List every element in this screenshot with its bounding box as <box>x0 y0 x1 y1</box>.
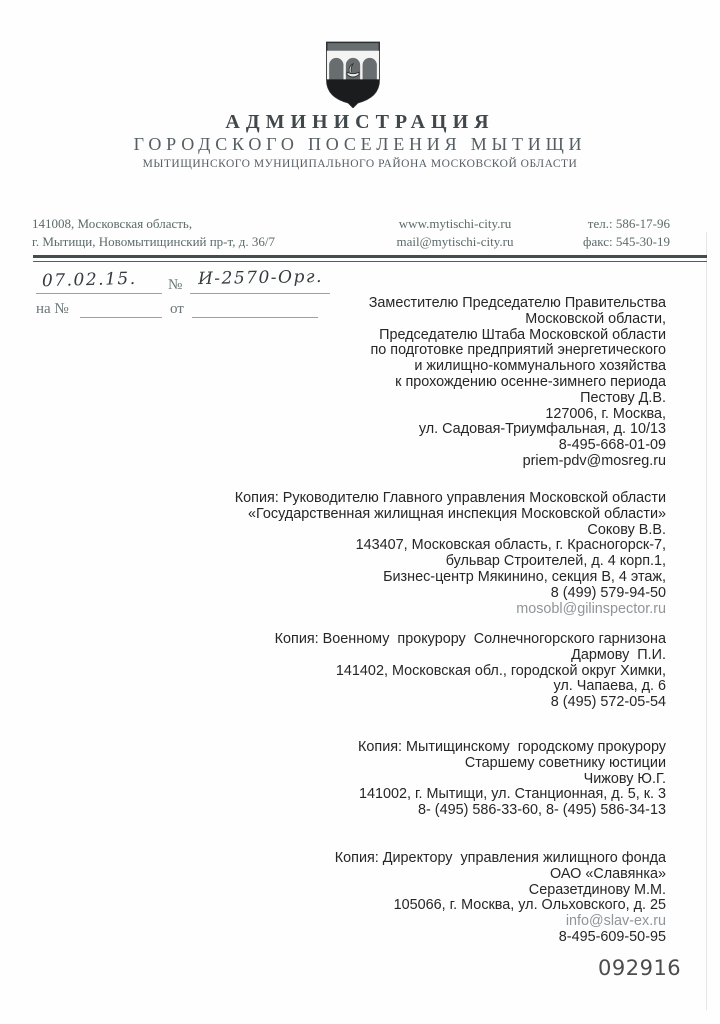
org-name-line3: МЫТИЩИНСКОГО МУНИЦИПАЛЬНОГО РАЙОНА МОСКОВСКОЙ ОБЛАСТИ <box>142 158 578 170</box>
copy-header-line: Копия: Директору управления жилищного фонда <box>334 850 666 866</box>
email-line: info@slav-ex.ru <box>565 913 666 930</box>
sender-phone-contacts <box>583 215 670 251</box>
address-line: Председателю Штаба Московской области <box>379 326 666 343</box>
address-line: и жилищно-коммунального хозяйства <box>414 358 666 375</box>
address-line: ул. Чапаева, д. 6 <box>553 678 666 695</box>
address-line: 141402, Московская обл., городской округ Химки, <box>335 662 666 679</box>
phone-line: 8- (495) 586-33-60, 8- (495) 586-34-13 <box>418 802 666 819</box>
address-line: Старшему советнику юстиции <box>464 754 666 771</box>
scan-number: 092916 <box>598 956 682 980</box>
org-name-line2: ГОРОДСКОГО ПОСЕЛЕНИЯ МЫТИЩИ <box>133 134 587 154</box>
address-line: ОАО «Славянка» <box>550 865 666 882</box>
copy-header-line: Копия: Военному прокурору Солнечногорского гарнизона <box>274 631 666 647</box>
recipient-name: Чижову Ю.Г. <box>583 770 666 787</box>
copy-block-slavyanka <box>80 851 666 946</box>
letterhead-divider <box>33 255 707 262</box>
copy-block-military-prosecutor <box>80 632 666 711</box>
address-line: к прохождению осенне-зимнего периода <box>395 373 666 390</box>
sender-address <box>32 215 275 251</box>
website-url: www.mytischi-city.ru <box>398 216 512 231</box>
sender-address-line1: 141008, Московская область, <box>32 216 193 231</box>
address-line: бульвар Строителей, д. 4 корп.1, <box>445 553 666 570</box>
org-name-line1: АДМИНИСТРАЦИЯ <box>225 111 495 133</box>
phone-line: 8-495-609-50-95 <box>558 928 666 945</box>
fax-number: факс: 545-30-19 <box>583 234 670 249</box>
number-field-line <box>190 292 330 294</box>
ref-date-label: от <box>170 301 184 317</box>
address-line: 105066, г. Москва, ул. Ольховского, д. 25 <box>393 897 666 914</box>
sender-address-line2: г. Мытищи, Новомытищинский пр-т, д. 36/7 <box>32 234 275 249</box>
scan-edge-line <box>706 232 707 1010</box>
sender-web-contacts <box>340 215 570 251</box>
address-line: 143407, Московская область, г. Красногорск-7, <box>355 537 666 554</box>
date-field-line <box>36 292 162 294</box>
copy-block-housing-inspection <box>80 491 666 617</box>
phone-line: 8-495-668-01-09 <box>558 437 666 454</box>
address-line: по подготовке предприятий энергетического <box>370 342 666 359</box>
number-label: № <box>168 277 183 293</box>
recipient-name: Сокову В.В. <box>587 521 666 538</box>
recipient-block-main <box>80 296 666 470</box>
outgoing-number-handwritten: И-2570-Орг. <box>197 266 324 290</box>
recipient-name: Пестову Д.В. <box>580 389 666 406</box>
copy-block-city-prosecutor <box>80 740 666 819</box>
copy-header-line: Копия: Мытищинскому городскому прокурору <box>358 739 666 755</box>
recipient-name: Дармову П.И. <box>571 646 666 663</box>
phone-number: тел.: 586-17-96 <box>587 216 670 231</box>
address-line: Московской области, <box>525 310 666 327</box>
phone-line: 8 (499) 579-94-50 <box>550 584 666 601</box>
phone-line: 8 (495) 572-05-54 <box>550 694 666 711</box>
email-line: priem-pdv@mosreg.ru <box>522 452 666 469</box>
address-line: Бизнес-центр Мякинино, секция В, 4 этаж, <box>383 568 666 585</box>
address-line: ул. Садовая-Триумфальная, д. 10/13 <box>418 421 666 438</box>
mytishchi-coat-of-arms-icon <box>322 40 384 108</box>
date-handwritten: 07.02.15. <box>41 268 137 292</box>
ref-number-label: на № <box>36 301 69 317</box>
recipient-name: Серазетдинову М.М. <box>528 881 666 898</box>
sender-email: mail@mytischi-city.ru <box>396 234 514 249</box>
address-line: 127006, г. Москва, <box>545 405 666 422</box>
email-line: mosobl@gilinspector.ru <box>516 600 666 617</box>
address-line: «Государственная жилищная инспекция Московской области» <box>248 505 666 522</box>
address-line: Заместителю Председателю Правительства <box>368 295 666 311</box>
copy-header-line: Копия: Руководителю Главного управления Московской области <box>234 490 666 506</box>
address-line: 141002, г. Мытищи, ул. Станционная, д. 5, к. 3 <box>358 786 666 803</box>
